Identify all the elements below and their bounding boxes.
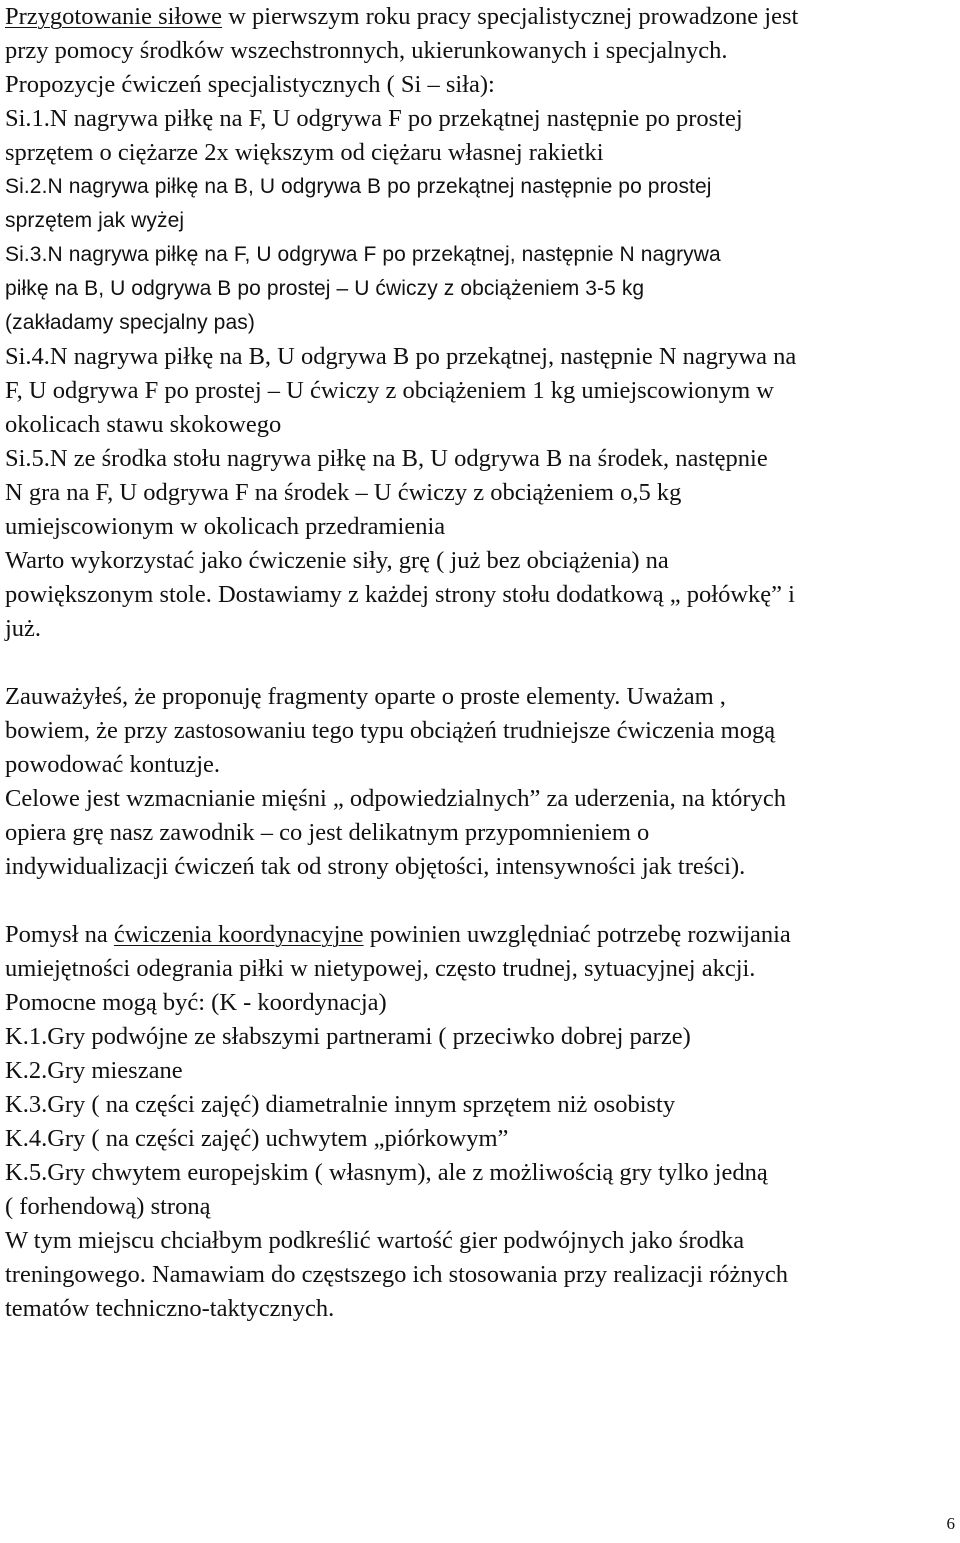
exercise-si2-line: Si.2.N nagrywa piłkę na B, U odgrywa B po przekątnej następnie po prostej [5, 175, 712, 198]
exercise-si5-line: Si.5.N ze środka stołu nagrywa piłkę na B, U odgrywa B na środek, następnie [5, 445, 768, 472]
exercise-si5-line: N gra na F, U odgrywa F na środek – U ćwiczy z obciążeniem o,5 kg [5, 479, 682, 506]
underlined-phrase: Przygotowanie siłowe [5, 3, 223, 30]
text-line: opiera grę nasz zawodnik – co jest delikatnym przypomnieniem o [5, 819, 650, 846]
text-line: treningowego. Namawiam do częstszego ich stosowania przy realizacji różnych [5, 1261, 789, 1288]
text-line: bowiem, że przy zastosowaniu tego typu obciążeń trudniejsze ćwiczenia mogą [5, 717, 776, 744]
text-span: w pierwszym roku pracy specjalistycznej prowadzone jest [222, 3, 799, 30]
text-line: indywidualizacji ćwiczeń tak od strony objętości, intensywności jak treści). [5, 853, 746, 880]
text-line: Zauważyłeś, że proponuję fragmenty oparte o proste elementy. Uważam , [5, 683, 726, 710]
exercise-k2-line: K.2.Gry mieszane [5, 1057, 183, 1084]
text-line: Propozycje ćwiczeń specjalistycznych ( Si – siła): [5, 71, 495, 98]
text-line: już. [5, 615, 42, 642]
exercise-k4-line: K.4.Gry ( na części zajęć) uchwytem „piórkowym” [5, 1125, 509, 1152]
exercise-si3-line: piłkę na B, U odgrywa B po prostej – U ćwiczy z obciążeniem 3-5 kg [5, 277, 645, 300]
exercise-k3-line: K.3.Gry ( na części zajęć) diametralnie innym sprzętem niż osobisty [5, 1091, 676, 1118]
text-line: przy pomocy środków wszechstronnych, ukierunkowanych i specjalnych. [5, 37, 728, 64]
text-span: powinien uwzględniać potrzebę rozwijania [363, 921, 791, 948]
text-line: powiększonym stole. Dostawiamy z każdej strony stołu dodatkową „ połówkę” i [5, 581, 795, 608]
text-line: Pomocne mogą być: (K - koordynacja) [5, 989, 387, 1016]
paragraph-gap [5, 884, 955, 918]
text-line: W tym miejscu chciałbym podkreślić wartość gier podwójnych jako środka [5, 1227, 745, 1254]
text-line: Celowe jest wzmacnianie mięśni „ odpowiedzialnych” za uderzenia, na których [5, 785, 786, 812]
text-line: tematów techniczno-taktycznych. [5, 1295, 335, 1322]
text-line [5, 0, 955, 34]
text-line: Warto wykorzystać jako ćwiczenie siły, grę ( już bez obciążenia) na [5, 547, 669, 574]
exercise-si4-line: okolicach stawu skokowego [5, 411, 282, 438]
text-line [5, 918, 955, 952]
exercise-k1-line: K.1.Gry podwójne ze słabszymi partnerami ( przeciwko dobrej parze) [5, 1023, 691, 1050]
exercise-k5-line: ( forhendową) stroną [5, 1193, 211, 1220]
text-line: umiejętności odegrania piłki w nietypowej, często trudnej, sytuacyjnej akcji. [5, 955, 756, 982]
exercise-si3-line: Si.3.N nagrywa piłkę na F, U odgrywa F po przekątnej, następnie N nagrywa [5, 243, 721, 266]
exercise-si3-line: (zakładamy specjalny pas) [5, 311, 255, 334]
text-span: Pomysł na [5, 921, 114, 948]
exercise-k5-line: K.5.Gry chwytem europejskim ( własnym), ale z możliwością gry tylko jedną [5, 1159, 768, 1186]
exercise-si4-line: Si.4.N nagrywa piłkę na B, U odgrywa B po przekątnej, następnie N nagrywa na [5, 343, 797, 370]
underlined-phrase: ćwiczenia koordynacyjne [113, 921, 364, 948]
exercise-si5-line: umiejscowionym w okolicach przedramienia [5, 513, 446, 540]
text-line: powodować kontuzje. [5, 751, 220, 778]
exercise-si1-line: Si.1.N nagrywa piłkę na F, U odgrywa F po przekątnej następnie po prostej [5, 105, 743, 132]
exercise-si4-line: F, U odgrywa F po prostej – U ćwiczy z obciążeniem 1 kg umiejscowionym w [5, 377, 774, 404]
exercise-si2-line: sprzętem jak wyżej [5, 209, 185, 232]
page-number: 6 [946, 1514, 955, 1533]
document-page [5, 0, 955, 1326]
exercise-si1-line: sprzętem o ciężarze 2x większym od ciężaru własnej rakietki [5, 139, 604, 166]
paragraph-gap [5, 646, 955, 680]
